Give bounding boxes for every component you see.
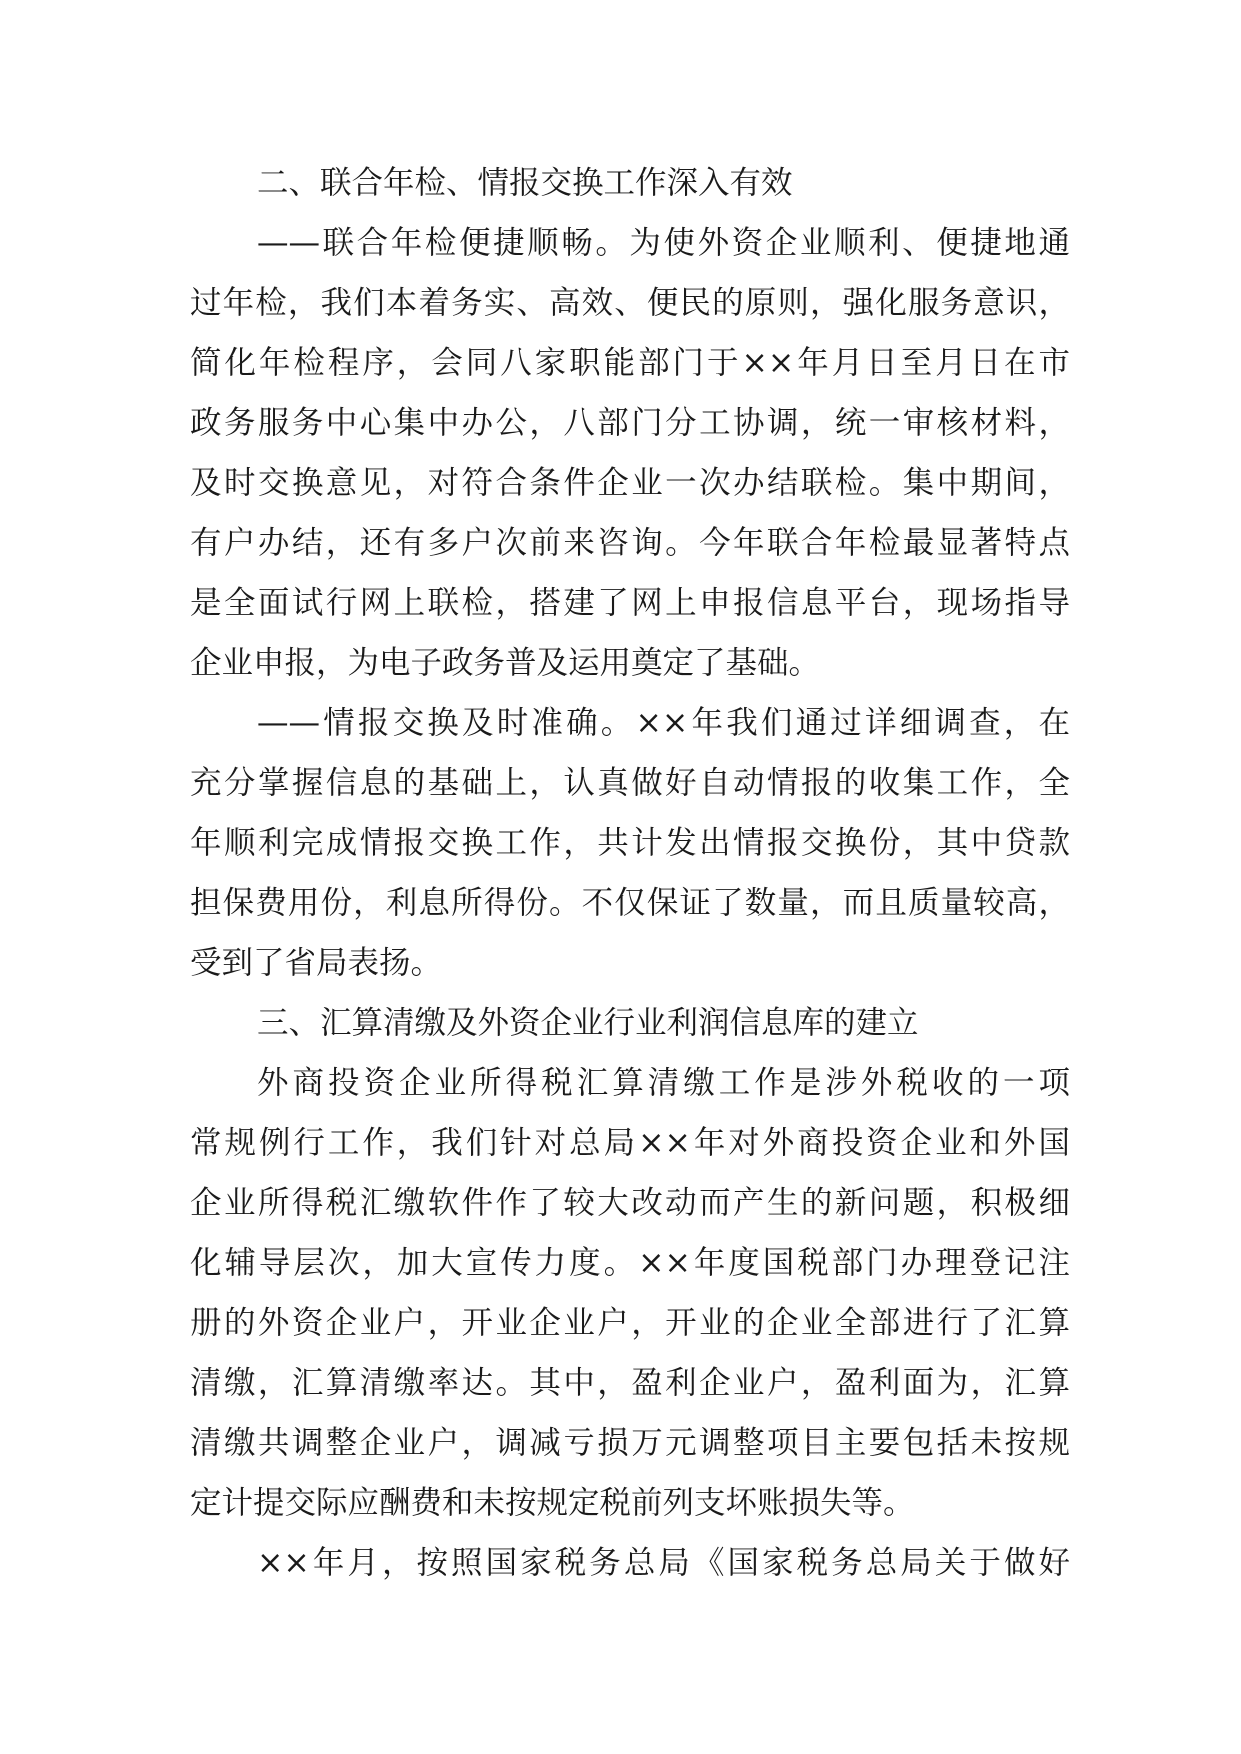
- paragraph-line: 充分掌握信息的基础上，认真做好自动情报的收集工作，全: [190, 765, 1070, 801]
- paragraph-line: ——情报交换及时准确。××年我们通过详细调查，在: [257, 705, 1070, 741]
- paragraph-line: 受到了省局表扬。: [190, 945, 443, 981]
- paragraph-line: 及时交换意见，对符合条件企业一次办结联检。集中期间，: [190, 465, 1070, 501]
- paragraph-line: ——联合年检便捷顺畅。为使外资企业顺利、便捷地通: [257, 225, 1070, 261]
- paragraph-line: 化辅导层次，加大宣传力度。××年度国税部门办理登记注: [190, 1245, 1070, 1281]
- section-heading-3: 三、汇算清缴及外资企业行业利润信息库的建立: [257, 1005, 919, 1041]
- paragraph-line: ××年月，按照国家税务总局《国家税务总局关于做好: [257, 1545, 1070, 1581]
- paragraph-line: 定计提交际应酬费和未按规定税前列支坏账损失等。: [190, 1485, 915, 1521]
- paragraph-line: 年顺利完成情报交换工作，共计发出情报交换份，其中贷款: [190, 825, 1070, 861]
- paragraph-line: 外商投资企业所得税汇算清缴工作是涉外税收的一项: [257, 1065, 1070, 1101]
- paragraph-line: 政务服务中心集中办公，八部门分工协调，统一审核材料，: [190, 405, 1070, 441]
- paragraph-line: 常规例行工作，我们针对总局××年对外商投资企业和外国: [190, 1125, 1070, 1161]
- paragraph-line: 过年检，我们本着务实、高效、便民的原则，强化服务意识，: [190, 285, 1070, 321]
- paragraph-line: 担保费用份，利息所得份。不仅保证了数量，而且质量较高，: [190, 885, 1070, 921]
- paragraph-line: 是全面试行网上联检，搭建了网上申报信息平台，现场指导: [190, 585, 1070, 621]
- paragraph-line: 有户办结，还有多户次前来咨询。今年联合年检最显著特点: [190, 525, 1070, 561]
- paragraph-line: 企业所得税汇缴软件作了较大改动而产生的新问题，积极细: [190, 1185, 1070, 1221]
- paragraph-line: 清缴共调整企业户，调减亏损万元调整项目主要包括未按规: [190, 1425, 1070, 1461]
- section-heading-2: 二、联合年检、情报交换工作深入有效: [257, 165, 793, 201]
- paragraph-line: 册的外资企业户，开业企业户，开业的企业全部进行了汇算: [190, 1305, 1070, 1341]
- paragraph-line: 企业申报，为电子政务普及运用奠定了基础。: [190, 645, 821, 681]
- paragraph-line: 清缴，汇算清缴率达。其中，盈利企业户，盈利面为，汇算: [190, 1365, 1070, 1401]
- paragraph-line: 简化年检程序，会同八家职能部门于××年月日至月日在市: [190, 345, 1070, 381]
